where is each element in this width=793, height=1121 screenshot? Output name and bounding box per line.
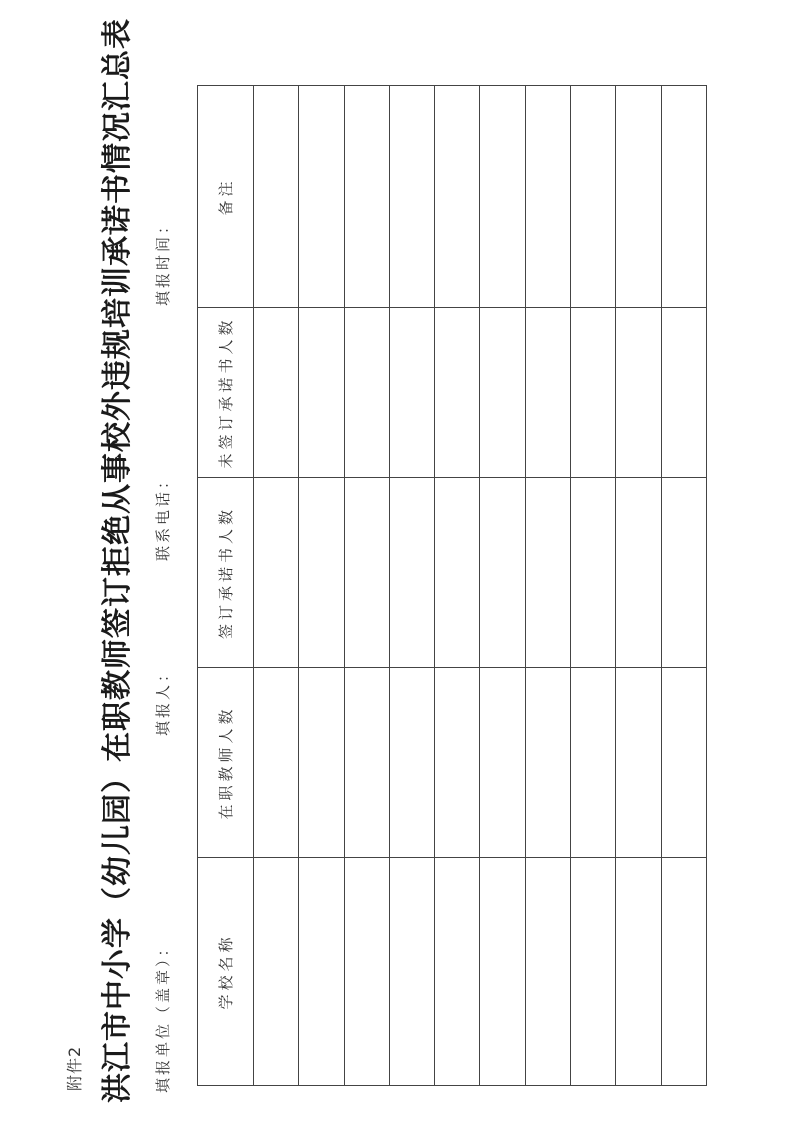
table-row xyxy=(480,86,525,1086)
table-cell[interactable] xyxy=(525,858,570,1086)
table-row xyxy=(435,86,480,1086)
phone-label: 联系电话： xyxy=(154,470,172,561)
header-unsigned-count: 未签订承诺书人数 xyxy=(198,308,254,478)
header-signed-count: 签订承诺书人数 xyxy=(198,478,254,668)
table-cell[interactable] xyxy=(389,478,434,668)
table-row xyxy=(616,86,661,1086)
table-cell[interactable] xyxy=(389,858,434,1086)
table-row xyxy=(344,86,389,1086)
table-cell[interactable] xyxy=(254,668,299,858)
table-cell[interactable] xyxy=(616,858,661,1086)
table-cell[interactable] xyxy=(254,308,299,478)
table-cell[interactable] xyxy=(435,478,480,668)
table-cell[interactable] xyxy=(254,858,299,1086)
table-cell[interactable] xyxy=(299,308,344,478)
header-remarks: 备注 xyxy=(198,86,254,308)
table-row xyxy=(661,86,706,1086)
table-cell[interactable] xyxy=(480,858,525,1086)
table-cell[interactable] xyxy=(661,668,706,858)
table-cell[interactable] xyxy=(480,308,525,478)
header-school-name: 学校名称 xyxy=(198,858,254,1086)
table-cell[interactable] xyxy=(661,858,706,1086)
info-row xyxy=(152,0,176,1121)
table-row xyxy=(389,86,434,1086)
person-label: 填报人： xyxy=(154,663,172,736)
table-cell[interactable] xyxy=(389,86,434,308)
table-cell[interactable] xyxy=(299,858,344,1086)
table-cell[interactable] xyxy=(616,478,661,668)
table-cell[interactable] xyxy=(616,86,661,308)
table-cell[interactable] xyxy=(299,86,344,308)
table-cell[interactable] xyxy=(525,308,570,478)
table-cell[interactable] xyxy=(389,668,434,858)
time-label: 填报时间： xyxy=(154,215,172,306)
table-cell[interactable] xyxy=(525,86,570,308)
table-cell[interactable] xyxy=(254,478,299,668)
table-cell[interactable] xyxy=(571,308,616,478)
table-cell[interactable] xyxy=(571,858,616,1086)
table-cell[interactable] xyxy=(299,668,344,858)
table-cell[interactable] xyxy=(571,86,616,308)
table-cell[interactable] xyxy=(435,858,480,1086)
table-cell[interactable] xyxy=(389,308,434,478)
table-row xyxy=(525,86,570,1086)
table-cell[interactable] xyxy=(344,478,389,668)
table-body xyxy=(254,86,707,1086)
table-row xyxy=(299,86,344,1086)
table-cell[interactable] xyxy=(616,668,661,858)
summary-table xyxy=(197,85,707,1086)
table-cell[interactable] xyxy=(435,308,480,478)
table-cell[interactable] xyxy=(571,478,616,668)
unit-label: 填报单位（盖章）： xyxy=(154,938,172,1093)
document-title: 洪江市中小学（幼儿园）在职教师签订拒绝从事校外违规培训承诺书情况汇总表 xyxy=(100,18,135,1103)
table-cell[interactable] xyxy=(616,308,661,478)
table-cell[interactable] xyxy=(344,86,389,308)
table-cell[interactable] xyxy=(661,478,706,668)
table-cell[interactable] xyxy=(480,668,525,858)
table-cell[interactable] xyxy=(254,86,299,308)
table-header-row xyxy=(198,86,254,1086)
table-cell[interactable] xyxy=(525,478,570,668)
attachment-label: 附件2 xyxy=(65,1045,84,1091)
table-cell[interactable] xyxy=(344,858,389,1086)
table-cell[interactable] xyxy=(661,86,706,308)
table-cell[interactable] xyxy=(344,668,389,858)
table-row xyxy=(254,86,299,1086)
table-row xyxy=(571,86,616,1086)
table-cell[interactable] xyxy=(344,308,389,478)
table-cell[interactable] xyxy=(661,308,706,478)
header-teacher-count: 在职教师人数 xyxy=(198,668,254,858)
table-cell[interactable] xyxy=(480,86,525,308)
table-cell[interactable] xyxy=(435,86,480,308)
table-cell[interactable] xyxy=(480,478,525,668)
table-cell[interactable] xyxy=(299,478,344,668)
table-cell[interactable] xyxy=(571,668,616,858)
table-cell[interactable] xyxy=(435,668,480,858)
table-cell[interactable] xyxy=(525,668,570,858)
